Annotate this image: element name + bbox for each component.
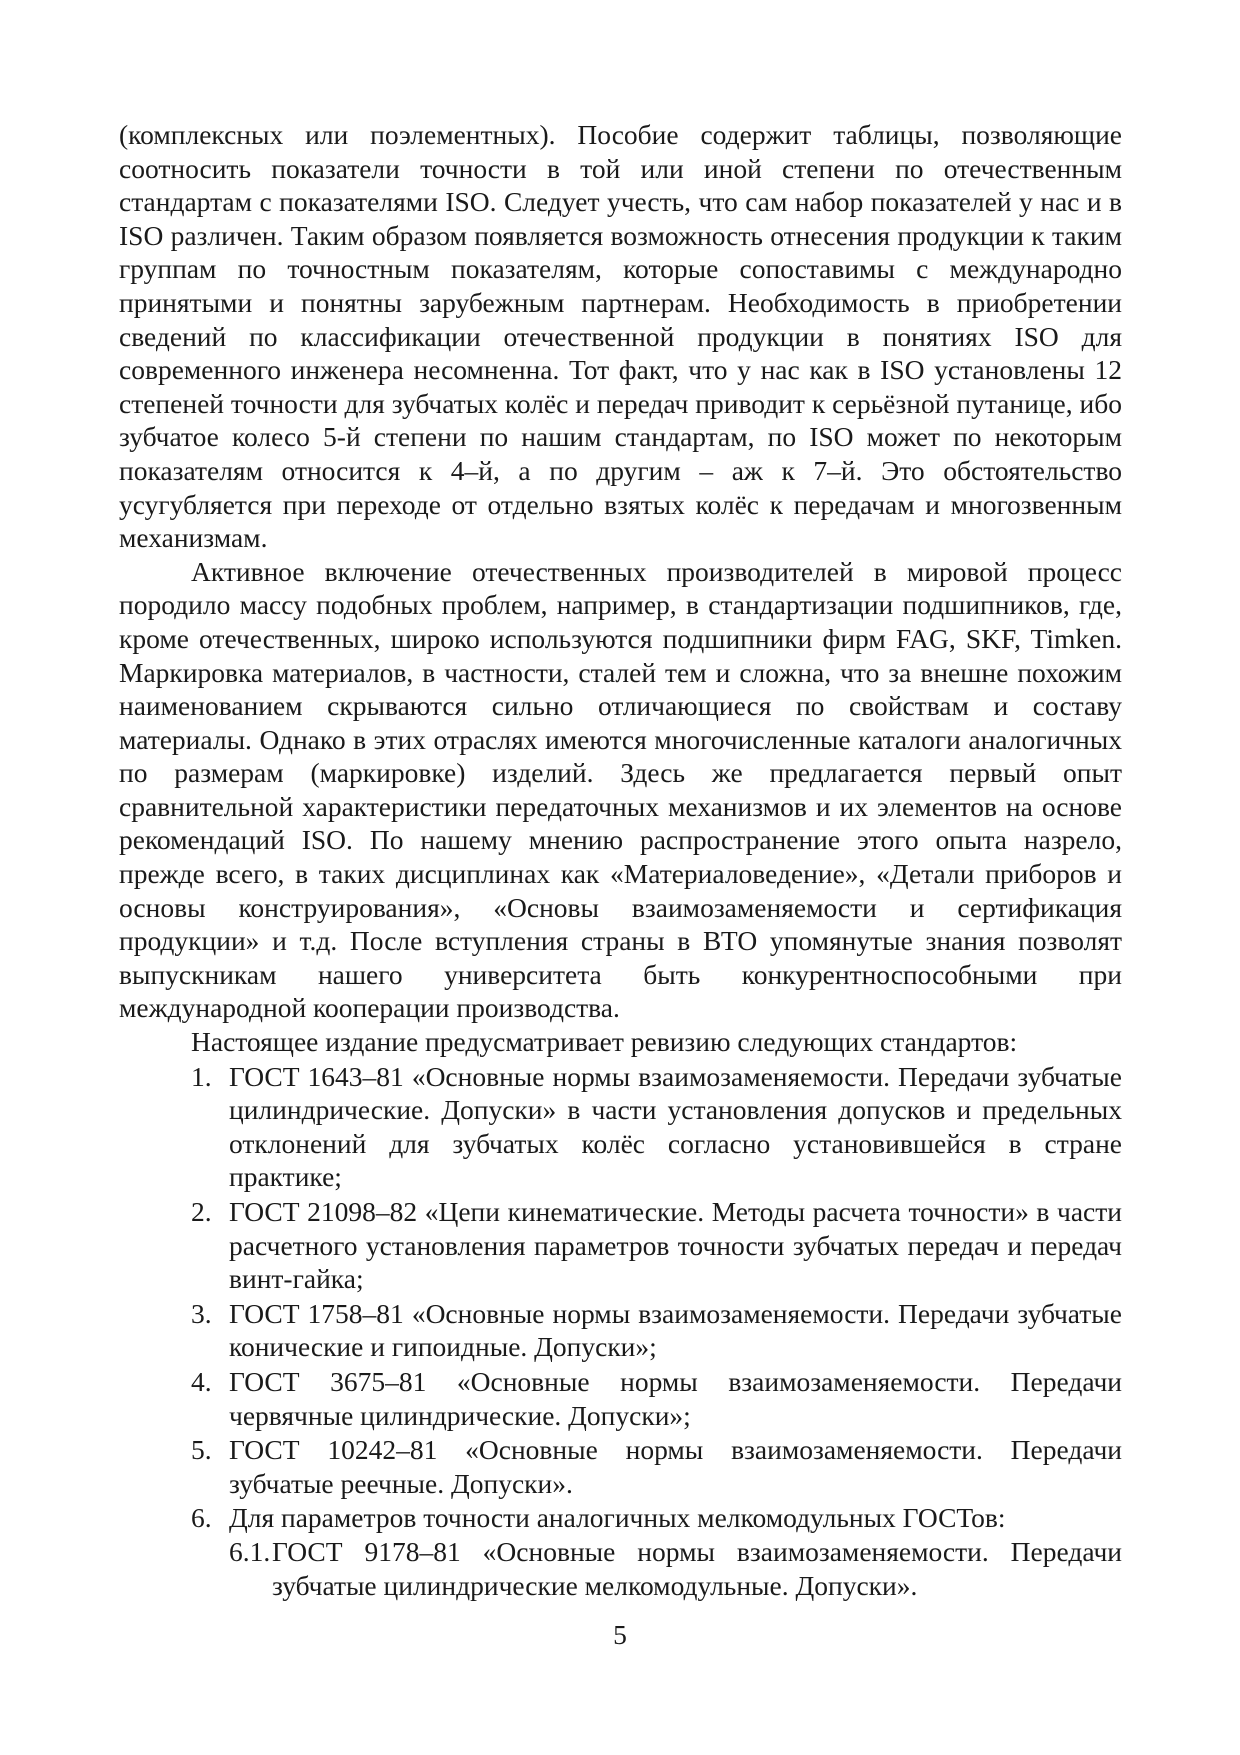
list-item-number: 1.: [191, 1060, 212, 1092]
paragraph-revision-intro: Настоящее издание предусматривает ревизию следующих стандартов:: [191, 1026, 1018, 1058]
list-item: [119, 1365, 1122, 1432]
list-item: [119, 1297, 1122, 1364]
list-item-number: 2.: [191, 1196, 212, 1227]
list-item-number: 5.: [191, 1434, 212, 1466]
list-item-text: ГОСТ 10242–81 «Основные нормы взаимозаменяемости. Передачи зубчатые реечные. Допуски».: [229, 1434, 1122, 1499]
page-content: [119, 118, 1122, 1602]
list-item: [119, 1195, 1122, 1296]
sub-list-item-text: ГОСТ 9178–81 «Основные нормы взаимозаменяемости. Передачи зубчатые цилиндрические мелкомодульные. Допуски».: [272, 1535, 1122, 1601]
paragraph-intro: (комплексных или поэлементных). Пособие содержит таблицы, позволяющие соотносить показатели точности в той или иной степени по отечественным стандартам с показателями ISO. Следует учесть, что сам набор показателей у нас и в ISO различен. Таким образом появляется возможность отнесения продукции к таким группам по точностным показателям, которые сопоставимы с международно принятыми и понятны зарубежным партнерам. Необходимость в приобретении сведений по классификации отечественной продукции в понятиях ISO для современного инженера несомненна. Тот факт, что у нас как в ISO установлены 12 степеней точности для зубчатых колёс и передач приводит к серьёзной путанице, ибо зубчатое колесо 5-й степени по нашим стандартам, по ISO может по некоторым показателям относится к 4–й, а по другим – аж к 7–й. Это обстоятельство усугубляется при переходе от отдельно взятых колёс к передачам и многозвенным механизмам.: [119, 119, 1122, 554]
list-item: [119, 1060, 1122, 1194]
list-item: [119, 1501, 1122, 1535]
list-item-number: 6.: [191, 1502, 212, 1534]
list-item-text: ГОСТ 3675–81 «Основные нормы взаимозаменяемости. Передачи червячные цилиндрические. Допуски»;: [229, 1365, 1122, 1431]
sub-list-item: [119, 1535, 1122, 1602]
paragraph-active-inclusion: Активное включение отечественных производителей в мировой процесс породило массу подобных проблем, например, в стандартизации подшипников, где, кроме отечественных, широко используются подшипники фирм FAG, SKF, Timken. Маркировка материалов, в частности, сталей тем и сложна, что за внешне похожим наименованием скрываются сильно отличающиеся по свойствам и составу материалы. Однако в этих отраслях имеются многочисленные каталоги аналогичных по размерам (маркировке) изделий. Здесь же предлагается первый опыт сравнительной характеристики передаточных механизмов и их элементов на основе рекомендаций ISO. По нашему мнению распространение этого опыта назрело, прежде всего, в таких дисциплинах как «Материаловедение», «Детали приборов и основы конструирования», «Основы взаимозаменяемости и сертификация продукции» и т.д. После вступления страны в ВТО упомянутые знания позволят выпускникам нашего университета быть конкурентноспособными при международной кооперации производства.: [119, 555, 1122, 1024]
list-item-text: ГОСТ 1758–81 «Основные нормы взаимозаменяемости. Передачи зубчатые конические и гипоидные. Допуски»;: [229, 1297, 1122, 1363]
list-item-number: 3.: [191, 1297, 212, 1329]
list-item-number: 4.: [191, 1365, 212, 1397]
page-number: 5: [613, 1619, 627, 1650]
list-item: [119, 1433, 1122, 1500]
sub-list-item-number: 6.1.: [229, 1535, 271, 1567]
list-item-text: ГОСТ 21098–82 «Цепи кинематические. Методы расчета точности» в части расчетного установления параметров точности зубчатых передач и передач винт-гайка;: [229, 1196, 1122, 1295]
list-item-text: ГОСТ 1643–81 «Основные нормы взаимозаменяемости. Передачи зубчатые цилиндрические. Допуски» в части установления допусков и предельных отклонений для зубчатых колёс согласно установившейся в стране практике;: [229, 1060, 1122, 1193]
standards-list: [119, 1060, 1122, 1603]
list-item-text: Для параметров точности аналогичных мелкомодульных ГОСТов:: [229, 1502, 1006, 1534]
